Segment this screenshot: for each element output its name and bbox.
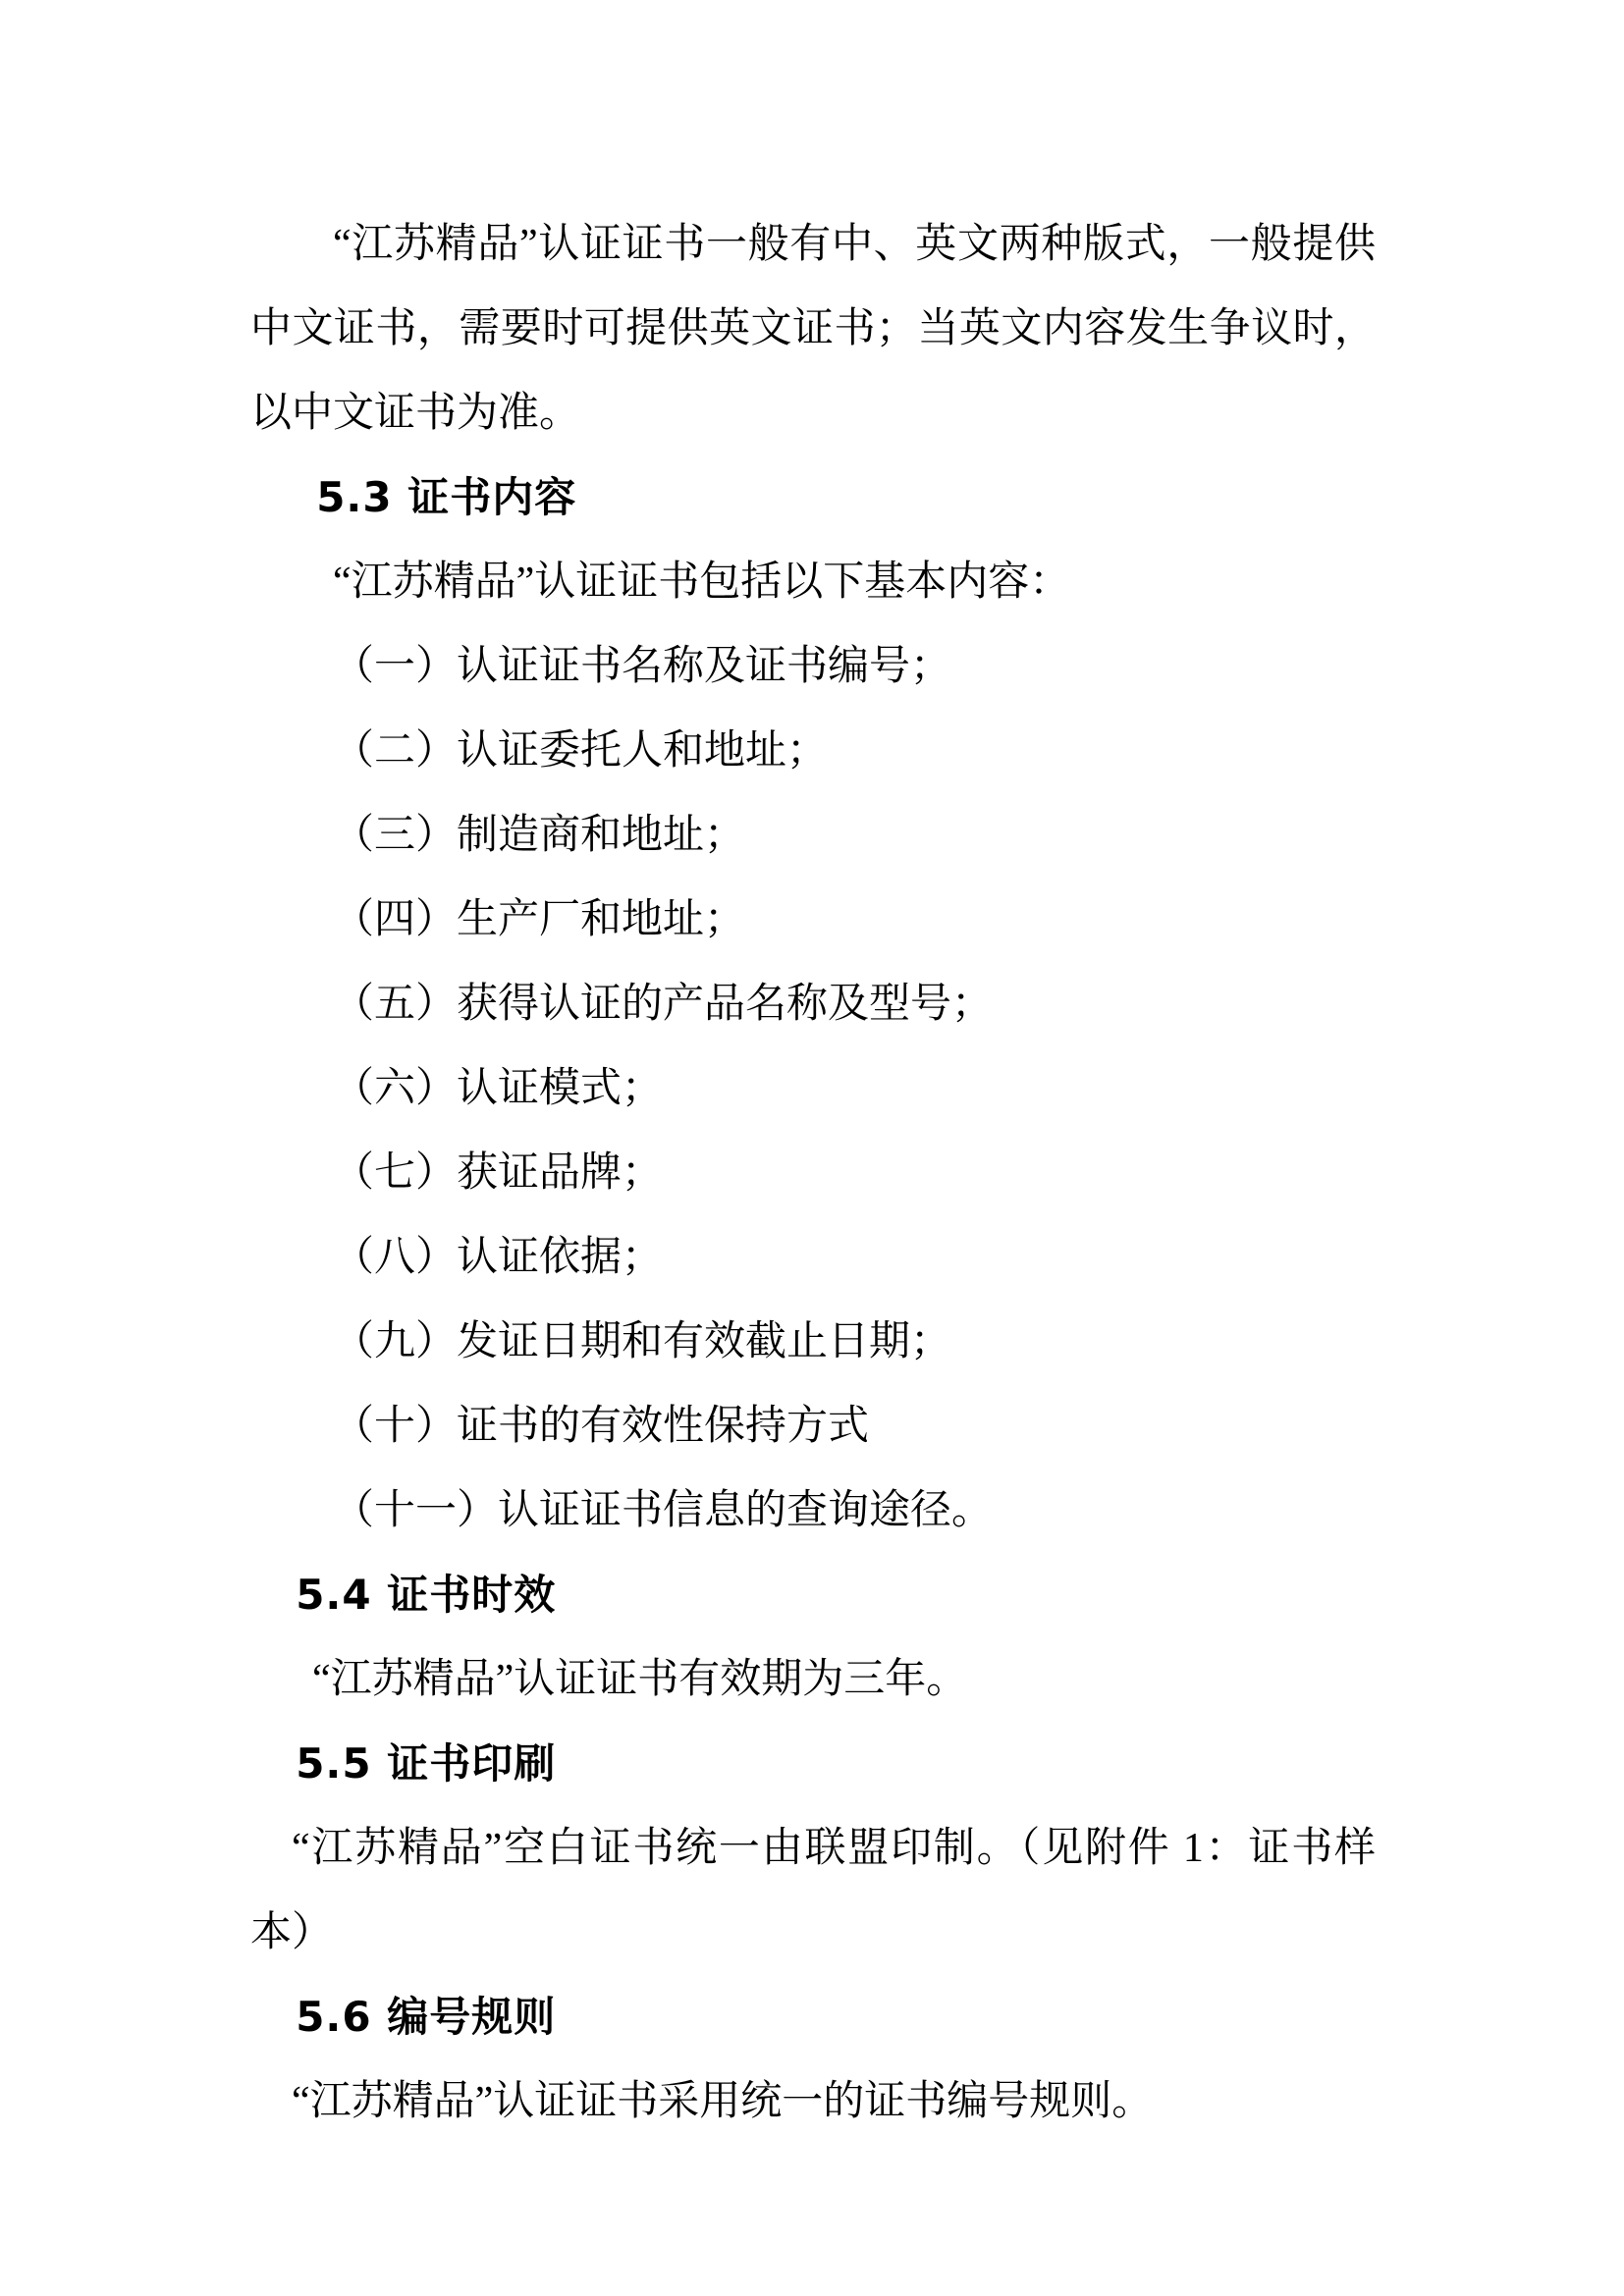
list-item: （一）认证证书名称及证书编号； <box>333 644 952 689</box>
section-heading: 5.5 证书印刷 <box>296 1739 557 1788</box>
section-heading: 5.4 证书时效 <box>296 1571 557 1619</box>
list-item: （三）制造商和地址； <box>333 813 746 858</box>
list-item: （二）认证委托人和地址； <box>333 728 829 774</box>
list-item: （四）生产厂和地址； <box>333 897 746 942</box>
list-item: （七）获证品牌； <box>333 1150 664 1196</box>
paragraph: “江苏精品”空白证书统一由联盟印制。（见附件 1：证书样本） <box>250 1826 1376 1955</box>
list-item: （六）认证模式； <box>333 1066 664 1111</box>
section-heading: 5.6 编号规则 <box>296 1993 557 2041</box>
list-item: （八）认证依据； <box>333 1235 664 1280</box>
paragraph: “江苏精品”认证证书有效期为三年。 <box>312 1657 968 1702</box>
paragraph: “江苏精品”认证证书包括以下基本内容： <box>333 560 1071 605</box>
document-content <box>250 202 1376 2144</box>
paragraph: “江苏精品”认证证书采用统一的证书编号规则。 <box>292 2079 1154 2124</box>
list-item: （十一）认证证书信息的查询途径。 <box>333 1488 994 1533</box>
paragraph: “江苏精品”认证证书一般有中、英文两种版式，一般提供中文证书，需要时可提供英文证书；当英文内容发生争议时，以中文证书为准。 <box>250 222 1376 436</box>
list-item: （十）证书的有效性保持方式 <box>333 1404 870 1449</box>
list-item: （九）发证日期和有效截止日期； <box>333 1319 952 1364</box>
section-heading: 5.3 证书内容 <box>316 473 577 521</box>
list-item: （五）获得认证的产品名称及型号； <box>333 982 994 1027</box>
